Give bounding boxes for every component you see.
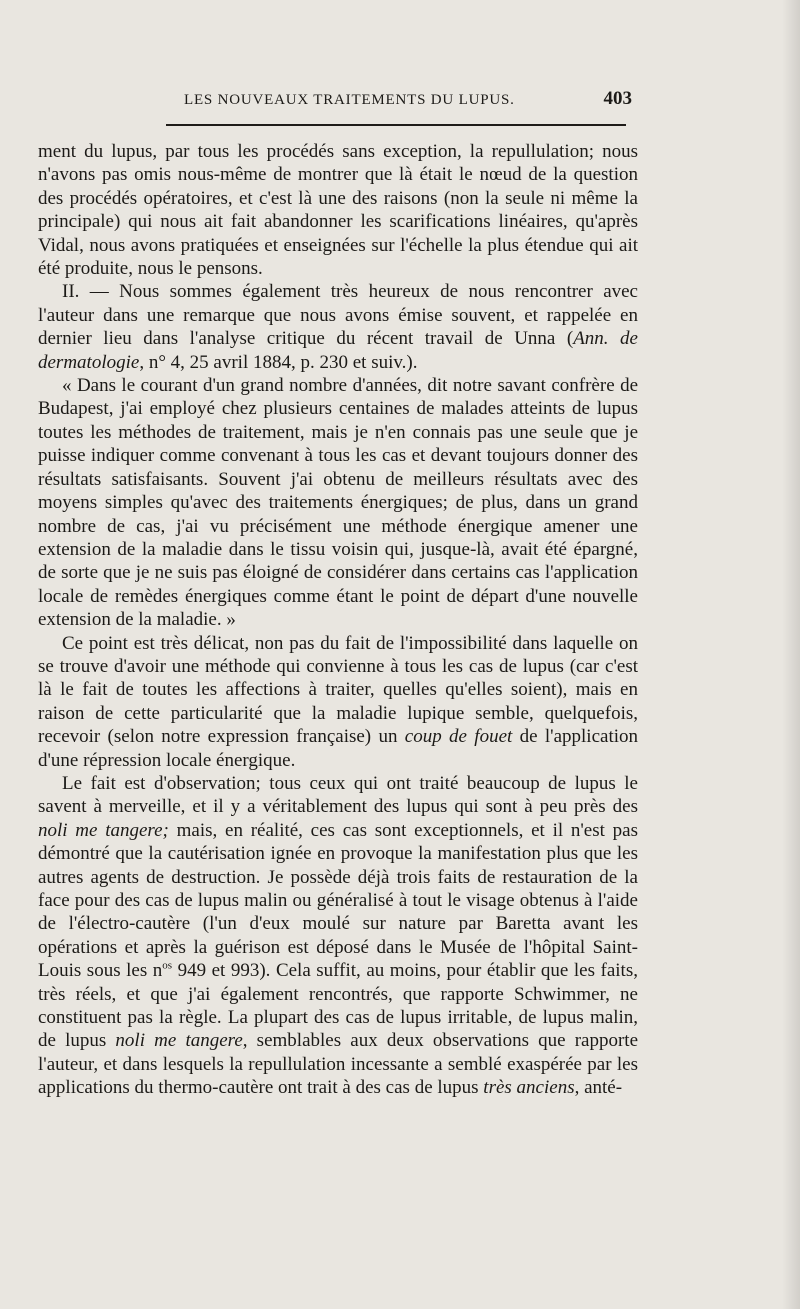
paragraph-5-italic-3: très anciens	[483, 1077, 575, 1099]
paragraph-2-text-a: II. — Nous sommes également très heureux de nous rencontrer avec l'auteur dans une remarque que nous avons émise souvent, et rappelée en dernier lieu dans l'analyse critique du récent travail de Unna (	[38, 281, 638, 350]
paragraph-5-text-a: Le fait est d'observation; tous ceux qui ont traité beaucoup de lupus le savent à merveille, et il y a véritablement des lupus qui sont à peu près des	[38, 772, 638, 818]
paragraph-5	[38, 772, 638, 1100]
paragraph-3-quotation	[38, 374, 638, 631]
paragraph-5-italic-1: noli me tangere;	[38, 819, 169, 841]
paragraph-5-text-e: , anté-	[574, 1077, 623, 1099]
paragraph-4-text-b: de l'application d'une répression locale énergique.	[38, 726, 639, 771]
running-head: LES NOUVEAUX TRAITEMENTS DU LUPUS.	[184, 92, 515, 108]
paragraph-2-text-b: , n° 4, 25 avril 1884, p. 230 et suiv.).	[139, 351, 418, 373]
paragraph-2-citation: Ann. de dermatologie	[38, 328, 638, 373]
paragraph-5-text-c: 949 et 993). Cela suffit, au moins, pour établir que les faits, très réels, et que j'ai également rencontrés, que rapporte Schwimmer, ne constituent pas la règle. La plupart des cas de lupus irritable, de lupus malin, de lupus	[38, 960, 638, 1052]
paragraph-1-text: ment du lupus, par tous les procédés sans exception, la repullulation; nous n'avons pas omis nous-même de montrer que là était le nœud de la question des procédés opératoires, et c'est là une des raisons (non la seule ni même la principale) qui nous ait fait abandonner les scarifications linéaires, qu'après Vidal, nous avons pratiquées et enseignées sur l'échelle la plus étendue qui ait été produite, nous le pensons.	[38, 141, 638, 280]
paragraph-2	[38, 280, 638, 374]
paragraph-5-text-d: , semblables aux deux observations que rapporte l'auteur, et dans lesquels la repullulation incessante a semblé exaspérée par les applications du thermo-cautère ont trait à des cas de lupus	[38, 1030, 639, 1099]
paragraph-5-italic-2: noli me tangere	[115, 1030, 243, 1052]
paragraph-3-text: « Dans le courant d'un grand nombre d'années, dit notre savant confrère de Budapest, j'ai employé chez plusieurs centaines de malades atteints de lupus toutes les méthodes de traitement, mais je n'en connais pas une seule que je puisse indiquer comme convenant à tous les cas et devant toujours donner des résultats satisfaisants. Souvent j'ai obtenu de meilleurs résultats avec des moyens simples qu'avec des traitements énergiques; de plus, dans un grand nombre de cas, j'ai vu précisément une méthode énergique amener une extension de la maladie dans le tissu voisin qui, jusque-là, avait été épargné, de sorte que je ne suis pas éloigné de considérer dans certains cas l'application locale de remèdes énergiques comme étant le point de départ d'une nouvelle extension de la maladie. »	[38, 375, 638, 631]
paragraph-4-text-a: Ce point est très délicat, non pas du fait de l'impossibilité dans laquelle on se trouve d'avoir une méthode qui convienne à tous les cas de lupus (car c'est là le fait de toutes les affections à traiter, quelles qu'elles soient), mais en raison de cette particularité que la maladie lupique semble, quelquefois, recevoir (selon notre expression française) un	[38, 632, 638, 748]
page-edge-shadow	[782, 0, 800, 1309]
header-rule	[166, 124, 626, 126]
paragraph-4	[38, 632, 638, 772]
main-text	[38, 140, 638, 1100]
page-header	[178, 88, 634, 114]
paragraph-1	[38, 140, 638, 280]
paragraph-5-superscript: os	[162, 959, 173, 972]
page-number: 403	[603, 88, 632, 109]
paragraph-4-italic: coup de fouet	[404, 726, 513, 748]
paragraph-5-text-b: mais, en réalité, ces cas sont exceptionnels, et il n'est pas démontré que la cautérisation ignée en provoque la manifestation plus que les autres agents de destruction. Je possède déjà trois faits de restauration de la face pour des cas de lupus malin ou généralisé à tout le visage obtenus à l'aide de l'électro-cautère (l'un d'eux moulé sur nature par Baretta avant les opérations et après la guérison est déposé dans le Musée de l'hôpital Saint-Louis sous les n	[38, 819, 638, 982]
